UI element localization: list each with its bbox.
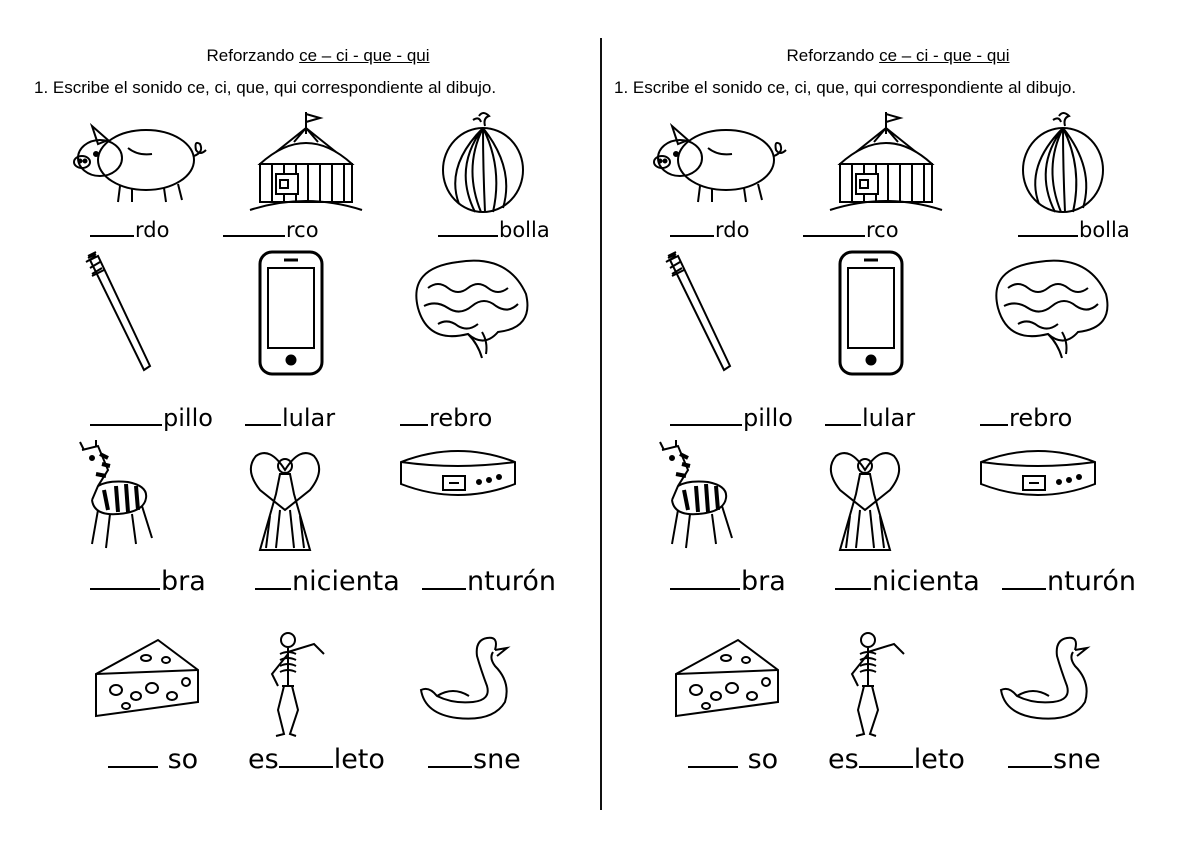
answer-blank[interactable] — [428, 765, 472, 768]
word-suffix: pillo — [743, 404, 793, 432]
word-exercise — [223, 218, 319, 242]
word-suffix: pillo — [163, 404, 213, 432]
circus-tent-icon — [826, 108, 946, 218]
word-suffix: bra — [161, 566, 206, 597]
cheese-icon — [666, 630, 786, 730]
answer-blank[interactable] — [980, 423, 1008, 426]
word-suffix: nturón — [1047, 566, 1136, 597]
word-exercise — [670, 566, 786, 597]
worksheet-title — [18, 46, 618, 66]
word-suffix: rdo — [715, 218, 750, 242]
answer-blank[interactable] — [279, 765, 333, 768]
cellphone-icon — [256, 248, 326, 378]
word-suffix: rebro — [429, 404, 493, 432]
circus-tent-icon — [246, 108, 366, 218]
toothbrush-icon — [648, 248, 748, 378]
answer-blank[interactable] — [688, 765, 738, 768]
word-suffix: nturón — [467, 566, 556, 597]
word-suffix: leto — [913, 744, 965, 775]
word-exercise — [400, 404, 492, 432]
word-suffix: bolla — [1079, 218, 1130, 242]
answer-blank[interactable] — [1018, 234, 1078, 237]
word-exercise — [803, 218, 899, 242]
word-suffix: nicienta — [292, 566, 400, 597]
belt-icon — [393, 440, 523, 510]
word-exercise — [248, 744, 385, 775]
belt-icon — [973, 440, 1103, 510]
answer-blank[interactable] — [245, 423, 281, 426]
swan-icon — [413, 630, 523, 730]
title-prefix: Reforzando — [206, 46, 300, 65]
zebra-icon — [648, 440, 743, 555]
zebra-icon — [68, 440, 163, 555]
word-suffix: nicienta — [872, 566, 980, 597]
onion-icon — [1003, 108, 1123, 218]
word-suffix: rco — [286, 218, 319, 242]
word-suffix: sne — [1053, 744, 1101, 775]
word-exercise — [245, 404, 335, 432]
word-exercise — [828, 744, 965, 775]
word-exercise — [108, 744, 198, 775]
word-suffix: bolla — [499, 218, 550, 242]
skeleton-icon — [838, 630, 918, 740]
word-exercise — [688, 744, 778, 775]
answer-blank[interactable] — [670, 587, 740, 590]
word-exercise — [670, 218, 749, 242]
toothbrush-icon — [68, 248, 168, 378]
answer-blank[interactable] — [803, 234, 865, 237]
word-exercise — [670, 404, 793, 432]
word-exercise — [438, 218, 550, 242]
word-exercise — [825, 404, 915, 432]
worksheet-title — [598, 46, 1198, 66]
swan-icon — [993, 630, 1103, 730]
answer-blank[interactable] — [422, 587, 466, 590]
brain-icon — [398, 248, 538, 363]
word-exercise — [90, 566, 206, 597]
word-suffix: rco — [866, 218, 899, 242]
word-suffix: lular — [862, 404, 916, 432]
answer-blank[interactable] — [400, 423, 428, 426]
cellphone-icon — [836, 248, 906, 378]
worksheet-left — [18, 0, 598, 849]
answer-blank[interactable] — [670, 234, 714, 237]
instruction: 1. Escribe el sonido ce, ci, que, qui correspondiente al dibujo. — [34, 78, 497, 97]
answer-blank[interactable] — [859, 765, 913, 768]
answer-blank[interactable] — [825, 423, 861, 426]
answer-blank[interactable] — [1008, 765, 1052, 768]
pig-icon — [648, 108, 798, 208]
answer-blank[interactable] — [90, 234, 134, 237]
word-exercise — [1002, 566, 1136, 597]
word-suffix: so — [739, 744, 779, 775]
word-prefix: es — [248, 744, 279, 775]
title-prefix: Reforzando — [786, 46, 880, 65]
word-suffix: lular — [282, 404, 336, 432]
word-exercise — [835, 566, 980, 597]
answer-blank[interactable] — [255, 587, 291, 590]
word-exercise — [90, 404, 213, 432]
word-suffix: so — [159, 744, 199, 775]
brain-icon — [978, 248, 1118, 363]
answer-blank[interactable] — [90, 423, 162, 426]
word-prefix: es — [828, 744, 859, 775]
word-exercise — [1008, 744, 1101, 775]
cheese-icon — [86, 630, 206, 730]
word-suffix: bra — [741, 566, 786, 597]
instruction: 1. Escribe el sonido ce, ci, que, qui correspondiente al dibujo. — [614, 78, 1077, 97]
answer-blank[interactable] — [1002, 587, 1046, 590]
onion-icon — [423, 108, 543, 218]
pig-icon — [68, 108, 218, 208]
word-suffix: sne — [473, 744, 521, 775]
worksheet-right — [598, 0, 1178, 849]
title-sounds: ce – ci - que - qui — [299, 46, 430, 65]
answer-blank[interactable] — [670, 423, 742, 426]
word-exercise — [255, 566, 400, 597]
word-exercise — [90, 218, 169, 242]
skeleton-icon — [258, 630, 338, 740]
answer-blank[interactable] — [438, 234, 498, 237]
word-suffix: rdo — [135, 218, 170, 242]
answer-blank[interactable] — [835, 587, 871, 590]
cinderella-icon — [240, 440, 330, 555]
cinderella-icon — [820, 440, 910, 555]
answer-blank[interactable] — [223, 234, 285, 237]
word-exercise — [980, 404, 1072, 432]
answer-blank[interactable] — [90, 587, 160, 590]
word-exercise — [422, 566, 556, 597]
answer-blank[interactable] — [108, 765, 158, 768]
word-suffix: leto — [333, 744, 385, 775]
word-suffix: rebro — [1009, 404, 1073, 432]
word-exercise — [1018, 218, 1130, 242]
word-exercise — [428, 744, 521, 775]
title-sounds: ce – ci - que - qui — [879, 46, 1010, 65]
